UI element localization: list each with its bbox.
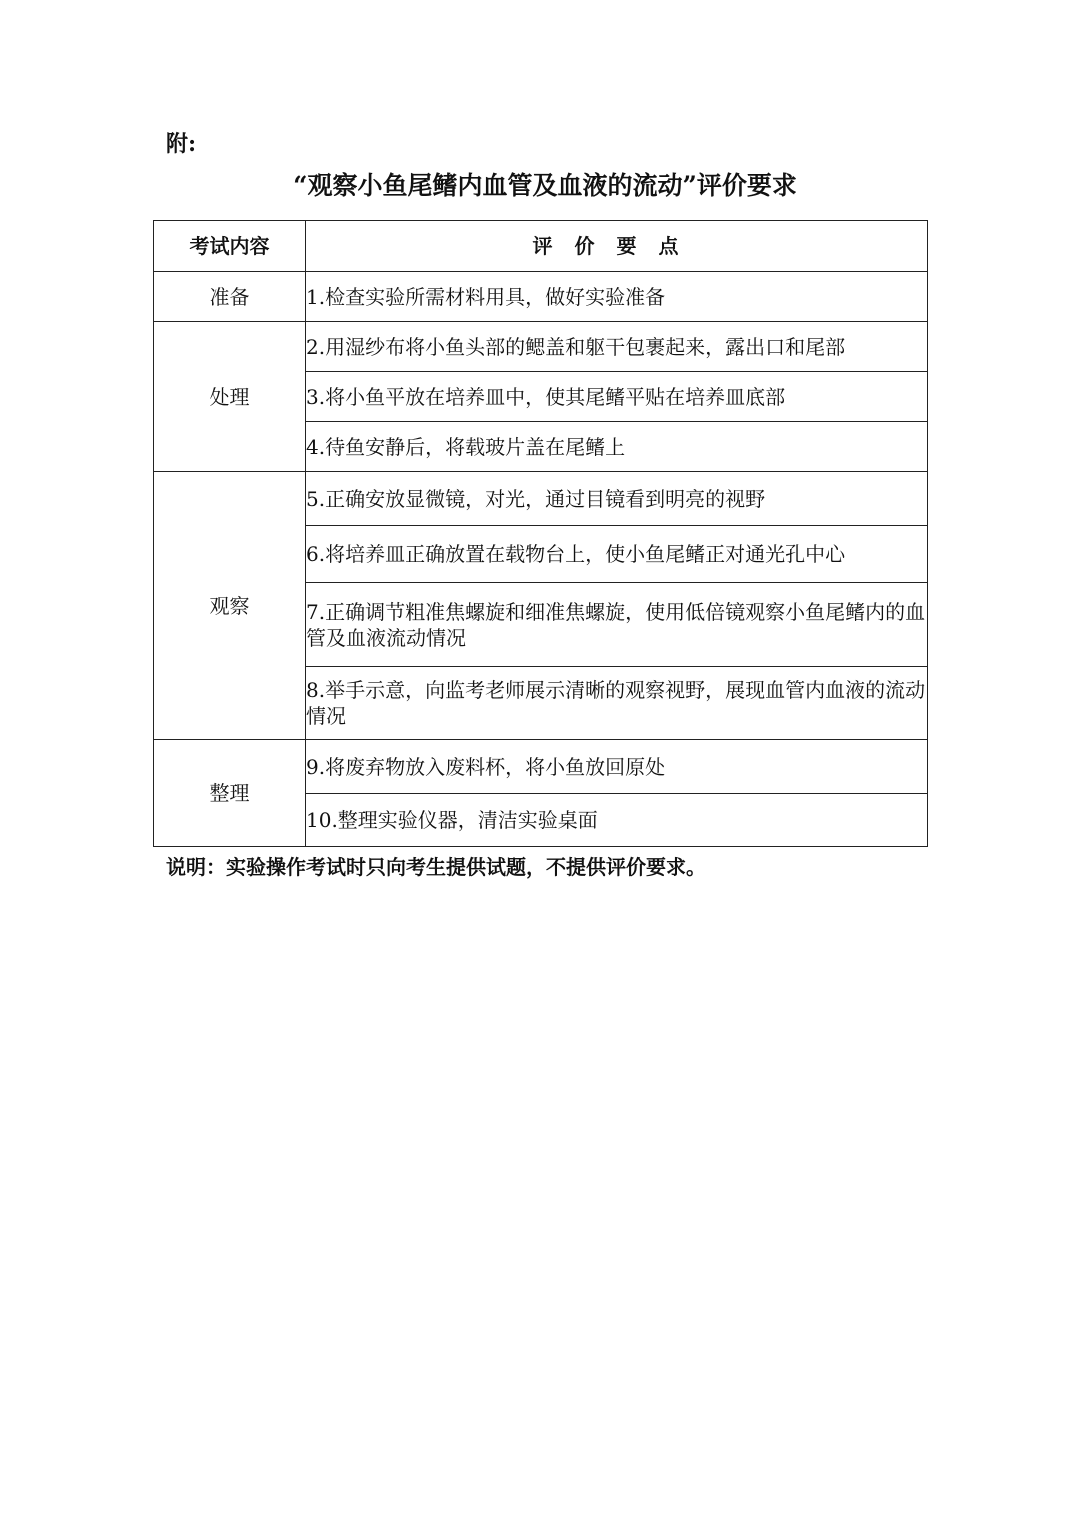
table-row [154, 272, 928, 322]
evaluation-point: 6.将培养皿正确放置在载物台上，使小鱼尾鳍正对通光孔中心 [306, 526, 928, 583]
evaluation-point: 9.将废弃物放入废料杯，将小鱼放回原处 [306, 740, 928, 794]
table-row [154, 322, 928, 372]
section-process: 处理 [154, 322, 306, 472]
section-observe: 观察 [154, 472, 306, 740]
footnote: 说明：实验操作考试时只向考生提供试题，不提供评价要求。 [166, 855, 706, 879]
section-prepare: 准备 [154, 272, 306, 322]
header-exam-content: 考试内容 [154, 221, 306, 272]
page-title: “观察小鱼尾鳍内血管及血液的流动”评价要求 [293, 171, 797, 200]
evaluation-point: 1.检查实验所需材料用具，做好实验准备 [306, 272, 928, 322]
evaluation-table [153, 220, 928, 847]
evaluation-point: 2.用湿纱布将小鱼头部的鳃盖和躯干包裹起来，露出口和尾部 [306, 322, 928, 372]
table-row [154, 740, 928, 794]
evaluation-point: 7.正确调节粗准焦螺旋和细准焦螺旋，使用低倍镜观察小鱼尾鳍内的血管及血液流动情况 [306, 583, 928, 667]
table-row [154, 472, 928, 526]
header-evaluation-points: 评价要点 [306, 221, 928, 272]
evaluation-point: 5.正确安放显微镜，对光，通过目镜看到明亮的视野 [306, 472, 928, 526]
evaluation-point: 8.举手示意，向监考老师展示清晰的观察视野，展现血管内血液的流动情况 [306, 667, 928, 740]
evaluation-point: 4.待鱼安静后，将载玻片盖在尾鳍上 [306, 422, 928, 472]
table-header-row [154, 221, 928, 272]
evaluation-point: 10.整理实验仪器，清洁实验桌面 [306, 794, 928, 847]
evaluation-point: 3.将小鱼平放在培养皿中，使其尾鳍平贴在培养皿底部 [306, 372, 928, 422]
appendix-label: 附: [166, 131, 197, 157]
section-cleanup: 整理 [154, 740, 306, 847]
